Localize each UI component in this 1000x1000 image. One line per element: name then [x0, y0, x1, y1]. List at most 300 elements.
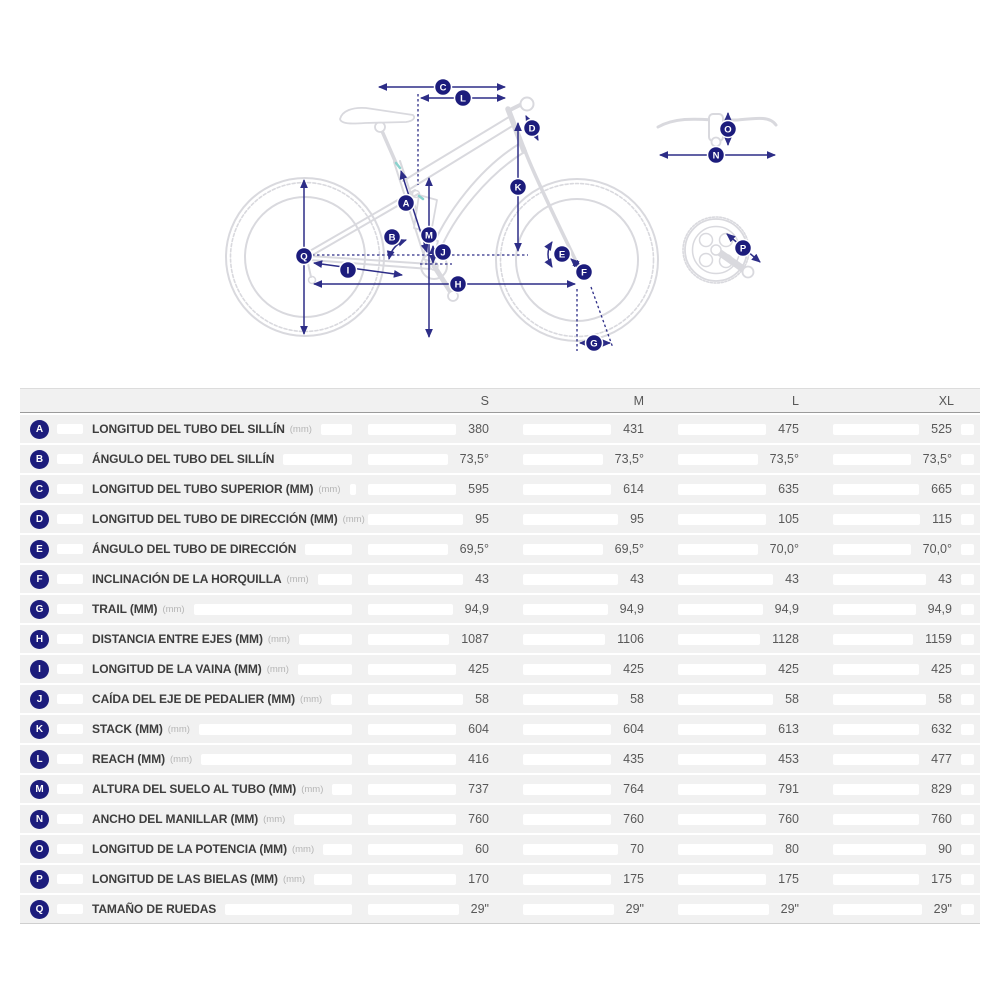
value-cell-s: [360, 602, 515, 616]
decorative-bar: [57, 664, 83, 674]
decorative-bar: [368, 904, 459, 915]
measurement-label: STACK (MM): [92, 722, 163, 736]
row-badge-cell: [20, 840, 92, 859]
value-m: 73,5°: [614, 452, 644, 466]
row-label-cell: [92, 842, 360, 856]
decorative-bar: [833, 454, 911, 465]
value-cell-l: [670, 452, 825, 466]
diagram-label-f: [576, 264, 593, 281]
diagram-label-i: [340, 262, 357, 279]
table-row: [20, 865, 980, 893]
decorative-bar: [678, 664, 766, 675]
value-cell-s: [360, 662, 515, 676]
table-row: [20, 805, 980, 833]
value-xl: 73,5°: [922, 452, 952, 466]
row-badge-cell: [20, 630, 92, 649]
table-row: [20, 535, 980, 563]
decorative-bar: [368, 694, 463, 705]
measurement-label: TRAIL (MM): [92, 602, 158, 616]
decorative-bar: [833, 874, 919, 885]
unit-label: (mm): [342, 513, 365, 525]
handlebar-top-view-icon: [658, 114, 776, 147]
bike-diagram-svg: [0, 0, 1000, 385]
value-l: 175: [778, 872, 799, 886]
value-s: 69,5°: [459, 542, 489, 556]
decorative-bar: [678, 814, 766, 825]
measurement-label: LONGITUD DE LA POTENCIA (MM): [92, 842, 287, 856]
value-l: 760: [778, 812, 799, 826]
value-m: 764: [623, 782, 644, 796]
bike-side-view: [226, 98, 776, 342]
row-letter-badge: I: [30, 660, 49, 679]
unit-label: (mm): [162, 603, 185, 615]
decorative-bar: [368, 844, 463, 855]
value-xl: 94,9: [927, 602, 952, 616]
measurement-label: LONGITUD DE LAS BIELAS (MM): [92, 872, 278, 886]
diagram-label-l: [455, 90, 472, 107]
value-cell-xl: [825, 482, 980, 496]
decorative-bar: [833, 424, 919, 435]
value-cell-m: [515, 602, 670, 616]
value-m: 94,9: [619, 602, 644, 616]
value-cell-s: [360, 422, 515, 436]
unit-label: (mm): [282, 873, 306, 885]
row-badge-cell: [20, 780, 92, 799]
value-cell-l: [670, 572, 825, 586]
row-letter-badge: L: [30, 750, 49, 769]
value-cell-m: [515, 452, 670, 466]
decorative-bar: [57, 814, 83, 824]
decorative-bar: [833, 844, 926, 855]
decorative-bar: [523, 694, 618, 705]
row-badge-cell: [20, 600, 92, 619]
row-label-cell: [92, 632, 360, 646]
unit-label: (mm): [318, 483, 341, 495]
decorative-bar: [57, 574, 83, 584]
decorative-bar: [318, 574, 352, 585]
decorative-bar: [57, 724, 83, 734]
row-badge-cell: [20, 420, 92, 439]
value-cell-xl: [825, 782, 980, 796]
value-xl: 70,0°: [922, 542, 952, 556]
value-cell-s: [360, 632, 515, 646]
arc-e: [548, 242, 552, 267]
decorative-bar: [678, 634, 760, 645]
value-xl: 525: [931, 422, 952, 436]
value-s: 43: [475, 572, 489, 586]
value-xl: 1159: [925, 632, 952, 646]
table-row: [20, 715, 980, 743]
value-cell-s: [360, 842, 515, 856]
decorative-bar: [523, 454, 603, 465]
decorative-bar: [298, 664, 352, 675]
decorative-bar: [678, 424, 766, 435]
value-cell-xl: [825, 542, 980, 556]
value-cell-m: [515, 482, 670, 496]
decorative-bar: [833, 724, 919, 735]
row-badge-cell: [20, 540, 92, 559]
value-cell-m: [515, 782, 670, 796]
value-xl: 760: [931, 812, 952, 826]
svg-text:L: L: [460, 93, 466, 105]
decorative-bar: [678, 574, 773, 585]
decorative-bar: [368, 544, 448, 555]
decorative-bar: [57, 904, 83, 914]
row-label-cell: [92, 692, 360, 706]
front-wheel-icon: [496, 179, 658, 341]
value-cell-s: [360, 572, 515, 586]
row-badge-cell: [20, 480, 92, 499]
value-cell-l: [670, 512, 825, 526]
decorative-bar: [678, 754, 766, 765]
decorative-bar: [331, 694, 352, 705]
grip-icon: [521, 98, 534, 111]
value-cell-l: [670, 812, 825, 826]
measurement-label: INCLINACIÓN DE LA HORQUILLA: [92, 572, 282, 586]
column-header-s: S: [480, 393, 489, 408]
value-cell-m: [515, 842, 670, 856]
value-s: 60: [475, 842, 489, 856]
measurement-label: REACH (MM): [92, 752, 165, 766]
row-label-cell: [92, 452, 360, 466]
row-label-cell: [92, 572, 360, 586]
value-cell-xl: [825, 812, 980, 826]
value-xl: 29": [933, 902, 952, 916]
value-l: 635: [778, 482, 799, 496]
row-letter-badge: P: [30, 870, 49, 889]
diagram-label-b: [384, 229, 401, 246]
decorative-bar: [523, 874, 611, 885]
value-m: 95: [630, 512, 644, 526]
decorative-bar: [833, 574, 926, 585]
row-letter-badge: Q: [30, 900, 49, 919]
decorative-bar: [678, 724, 766, 735]
decorative-bar: [523, 664, 611, 675]
row-label-cell: [92, 662, 360, 676]
diagram-label-a: [398, 195, 415, 212]
row-letter-badge: C: [30, 480, 49, 499]
row-label-cell: [92, 812, 360, 826]
decorative-bar: [57, 454, 83, 464]
decorative-bar: [833, 604, 916, 615]
value-m: 175: [623, 872, 644, 886]
value-l: 58: [785, 692, 799, 706]
value-cell-l: [670, 602, 825, 616]
unit-label: (mm): [266, 663, 289, 675]
decorative-bar: [368, 514, 463, 525]
decorative-bar: [57, 874, 83, 884]
diagram-label-p: [735, 240, 752, 257]
diagram-label-c: [435, 79, 452, 96]
row-letter-badge: M: [30, 780, 49, 799]
decorative-bar: [833, 904, 922, 915]
decorative-bar: [523, 544, 603, 555]
value-s: 58: [475, 692, 489, 706]
decorative-bar: [57, 634, 83, 644]
value-m: 1106: [617, 632, 644, 646]
decorative-bar: [368, 604, 453, 615]
value-cell-l: [670, 902, 825, 916]
svg-text:B: B: [388, 232, 396, 244]
value-m: 43: [630, 572, 644, 586]
decorative-bar: [523, 634, 605, 645]
value-l: 43: [785, 572, 799, 586]
table-row: [20, 415, 980, 443]
decorative-bar: [323, 844, 352, 855]
decorative-bar: [57, 514, 83, 524]
decorative-bar: [321, 424, 352, 435]
value-cell-xl: [825, 872, 980, 886]
value-m: 69,5°: [614, 542, 644, 556]
value-cell-xl: [825, 422, 980, 436]
decorative-bar: [57, 844, 83, 854]
measurement-label: TAMAÑO DE RUEDAS: [92, 902, 217, 916]
row-label-cell: [92, 782, 360, 796]
row-letter-badge: A: [30, 420, 49, 439]
decorative-bar: [678, 694, 773, 705]
decorative-bar: [833, 754, 919, 765]
unit-label: (mm): [170, 753, 193, 765]
decorative-bar: [57, 544, 83, 554]
geometry-table: [20, 388, 980, 924]
value-l: 29": [780, 902, 799, 916]
value-cell-l: [670, 662, 825, 676]
row-badge-cell: [20, 570, 92, 589]
table-row: [20, 745, 980, 773]
decorative-bar: [305, 544, 352, 555]
value-cell-m: [515, 872, 670, 886]
decorative-bar: [57, 754, 83, 764]
decorative-bar: [523, 814, 611, 825]
table-header-row: [20, 389, 980, 413]
decorative-bar: [332, 784, 352, 795]
unit-label: (mm): [300, 693, 323, 705]
table-row: [20, 475, 980, 503]
column-header-l: L: [792, 393, 799, 408]
decorative-bar: [194, 604, 352, 615]
measurement-label: CAÍDA DEL EJE DE PEDALIER (MM): [92, 692, 296, 706]
value-cell-m: [515, 692, 670, 706]
value-xl: 477: [931, 752, 952, 766]
decorative-bar: [368, 874, 456, 885]
decorative-bar: [314, 874, 352, 885]
measurement-label: ALTURA DEL SUELO AL TUBO (MM): [92, 782, 297, 796]
value-cell-s: [360, 752, 515, 766]
svg-text:I: I: [346, 265, 350, 277]
value-l: 613: [778, 722, 799, 736]
value-cell-l: [670, 842, 825, 856]
decorative-bar: [523, 784, 611, 795]
decorative-bar: [57, 604, 83, 614]
measurement-label: ÁNGULO DEL TUBO DEL SILLÍN: [92, 452, 275, 466]
svg-text:Q: Q: [300, 251, 308, 263]
row-badge-cell: [20, 810, 92, 829]
value-xl: 43: [938, 572, 952, 586]
svg-text:H: H: [454, 279, 462, 291]
value-l: 475: [778, 422, 799, 436]
value-m: 760: [623, 812, 644, 826]
value-cell-xl: [825, 632, 980, 646]
row-badge-cell: [20, 660, 92, 679]
decorative-bar: [678, 484, 766, 495]
value-cell-s: [360, 782, 515, 796]
svg-text:J: J: [440, 247, 446, 259]
unit-label: (mm): [167, 723, 190, 735]
saddle-icon: [340, 108, 414, 124]
value-s: 737: [468, 782, 489, 796]
value-s: 380: [468, 422, 489, 436]
row-badge-cell: [20, 750, 92, 769]
decorative-bar: [523, 424, 611, 435]
value-cell-s: [360, 482, 515, 496]
diagram-label-e: [554, 246, 571, 263]
decorative-bar: [523, 844, 618, 855]
svg-text:E: E: [558, 249, 566, 261]
decorative-bar: [57, 784, 83, 794]
row-badge-cell: [20, 450, 92, 469]
table-row: [20, 775, 980, 803]
value-l: 425: [778, 662, 799, 676]
value-cell-xl: [825, 692, 980, 706]
row-badge-cell: [20, 510, 92, 529]
decorative-bar: [225, 904, 352, 915]
svg-text:M: M: [425, 230, 433, 242]
column-header-xl: XL: [938, 393, 954, 408]
value-xl: 665: [931, 482, 952, 496]
value-l: 94,9: [774, 602, 799, 616]
value-cell-xl: [825, 512, 980, 526]
value-xl: 425: [931, 662, 952, 676]
value-cell-m: [515, 662, 670, 676]
row-letter-badge: G: [30, 600, 49, 619]
diagram-label-k: [510, 179, 527, 196]
value-cell-s: [360, 812, 515, 826]
row-label-cell: [92, 542, 360, 556]
row-letter-badge: D: [30, 510, 49, 529]
value-cell-xl: [825, 452, 980, 466]
decorative-bar: [678, 844, 773, 855]
decorative-bar: [678, 604, 763, 615]
value-cell-m: [515, 542, 670, 556]
row-label-cell: [92, 752, 360, 766]
decorative-bar: [833, 694, 926, 705]
decorative-bar: [368, 724, 456, 735]
decorative-bar: [199, 724, 352, 735]
row-badge-cell: [20, 720, 92, 739]
value-cell-s: [360, 512, 515, 526]
svg-text:C: C: [439, 82, 447, 94]
decorative-bar: [523, 904, 614, 915]
decorative-bar: [833, 514, 920, 525]
decorative-bar: [299, 634, 352, 645]
diagram-label-n: [708, 147, 725, 164]
measurement-label: LONGITUD DEL TUBO DEL SILLÍN: [92, 422, 285, 436]
value-cell-m: [515, 512, 670, 526]
decorative-bar: [368, 424, 456, 435]
value-s: 416: [468, 752, 489, 766]
svg-text:N: N: [712, 150, 720, 162]
value-l: 791: [778, 782, 799, 796]
value-xl: 175: [931, 872, 952, 886]
value-l: 73,5°: [769, 452, 799, 466]
unit-label: (mm): [291, 843, 315, 855]
row-letter-badge: B: [30, 450, 49, 469]
row-letter-badge: O: [30, 840, 49, 859]
decorative-bar: [833, 484, 919, 495]
decorative-bar: [678, 784, 766, 795]
arrow-i: [314, 263, 402, 275]
measurement-label: DISTANCIA ENTRE EJES (MM): [92, 632, 263, 646]
value-cell-l: [670, 692, 825, 706]
value-m: 29": [625, 902, 644, 916]
measurement-label: ANCHO DEL MANILLAR (MM): [92, 812, 259, 826]
decorative-bar: [523, 484, 611, 495]
diagram-label-m: [421, 227, 438, 244]
row-letter-badge: J: [30, 690, 49, 709]
decorative-bar: [833, 784, 919, 795]
diagram-label-q: [296, 248, 313, 265]
diagram-label-j: [435, 244, 452, 261]
decorative-bar: [57, 424, 83, 434]
value-xl: 58: [938, 692, 952, 706]
value-xl: 829: [931, 782, 952, 796]
value-cell-s: [360, 542, 515, 556]
decorative-bar: [350, 484, 356, 495]
value-cell-m: [515, 722, 670, 736]
table-row: [20, 505, 980, 533]
column-header-m: M: [633, 393, 644, 408]
value-cell-xl: [825, 572, 980, 586]
table-row: [20, 655, 980, 683]
value-cell-xl: [825, 842, 980, 856]
decorative-bar: [833, 814, 919, 825]
value-cell-m: [515, 572, 670, 586]
table-row: [20, 895, 980, 923]
decorative-bar: [368, 634, 449, 645]
table-row: [20, 565, 980, 593]
value-m: 614: [623, 482, 644, 496]
table-row: [20, 685, 980, 713]
value-cell-m: [515, 632, 670, 646]
value-l: 1128: [772, 632, 799, 646]
svg-text:K: K: [514, 182, 522, 194]
decorative-bar: [678, 454, 758, 465]
table-row: [20, 625, 980, 653]
measurement-label: LONGITUD DE LA VAINA (MM): [92, 662, 262, 676]
row-letter-badge: E: [30, 540, 49, 559]
row-letter-badge: F: [30, 570, 49, 589]
unit-label: (mm): [289, 423, 312, 435]
unit-label: (mm): [286, 573, 309, 585]
measurement-label: ÁNGULO DEL TUBO DE DIRECCIÓN: [92, 542, 297, 556]
value-cell-m: [515, 902, 670, 916]
value-xl: 115: [932, 512, 952, 526]
value-cell-xl: [825, 602, 980, 616]
value-cell-xl: [825, 662, 980, 676]
decorative-bar: [57, 484, 83, 494]
value-l: 80: [785, 842, 799, 856]
value-cell-xl: [825, 722, 980, 736]
value-cell-l: [670, 752, 825, 766]
value-cell-m: [515, 812, 670, 826]
value-m: 70: [630, 842, 644, 856]
svg-text:G: G: [590, 338, 598, 350]
decorative-bar: [523, 604, 608, 615]
value-s: 604: [468, 722, 489, 736]
decorative-bar: [523, 514, 618, 525]
decorative-bar: [833, 634, 913, 645]
table-row: [20, 835, 980, 863]
